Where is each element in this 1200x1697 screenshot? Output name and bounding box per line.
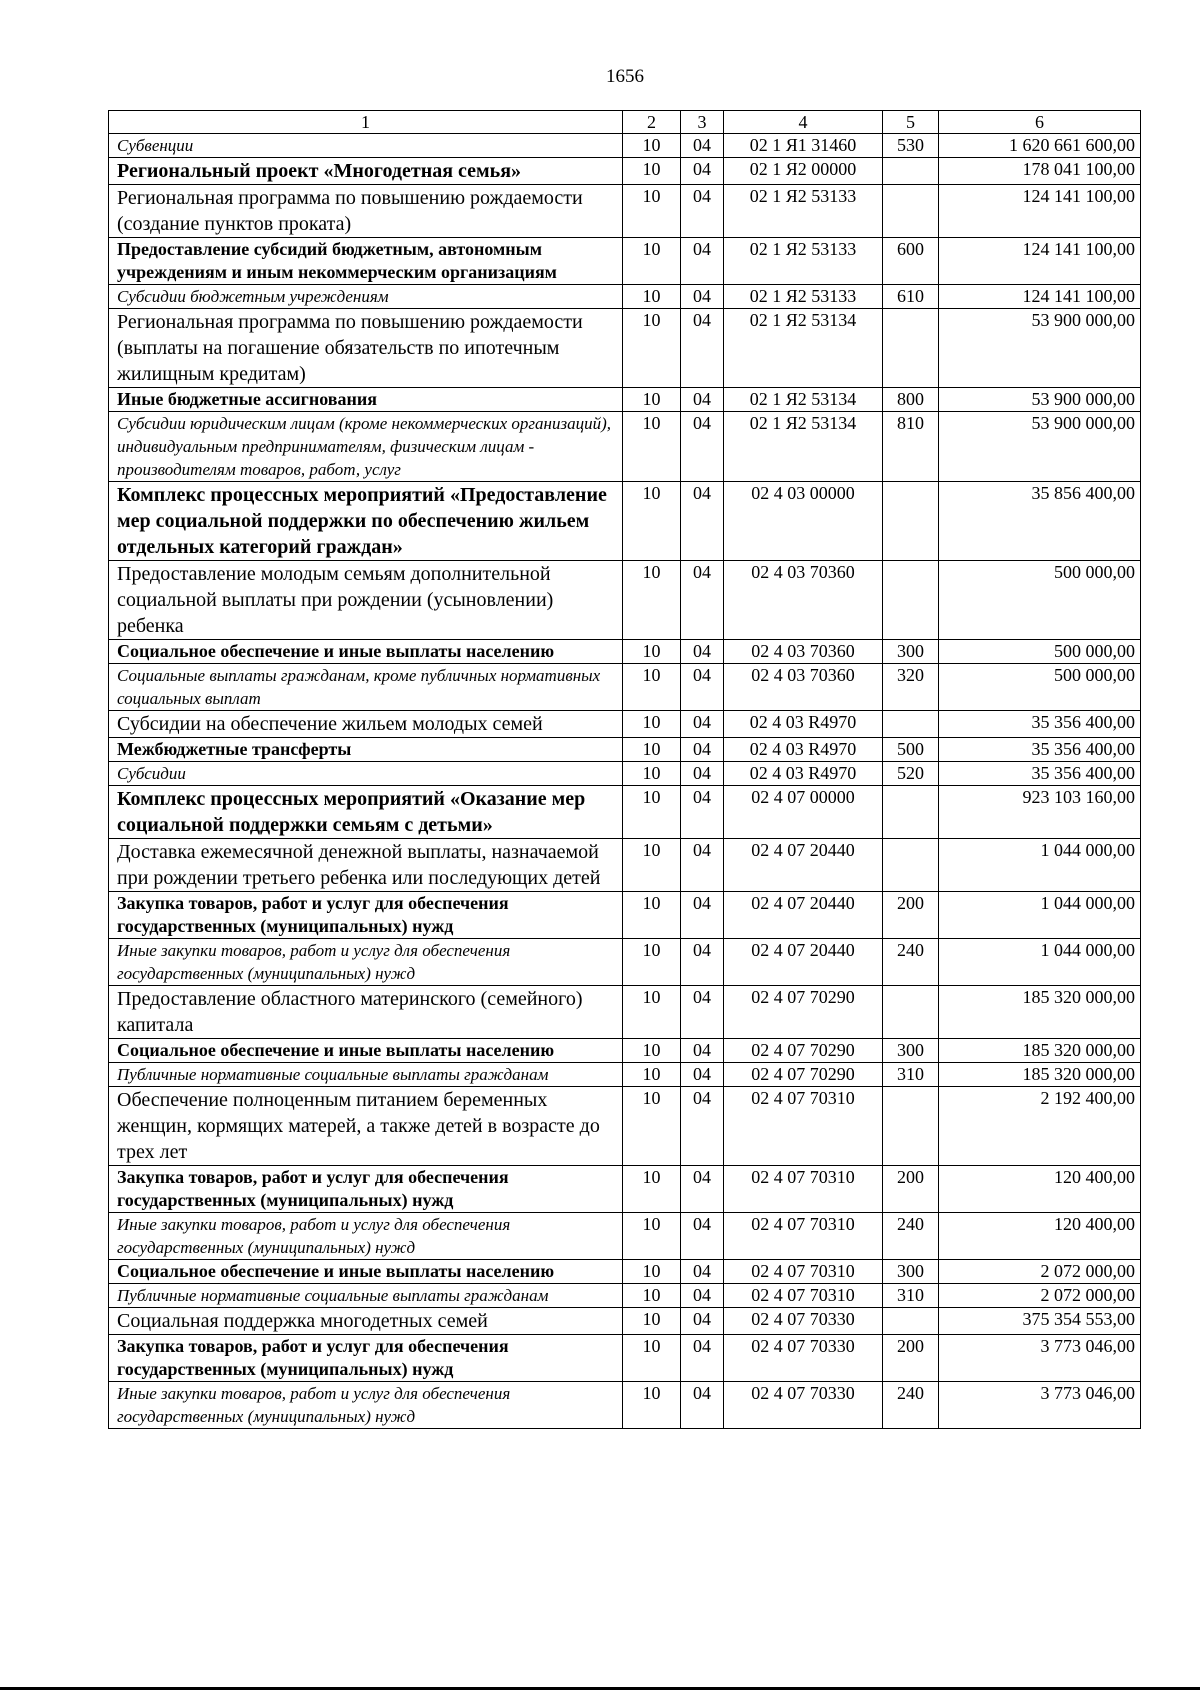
table-row bbox=[109, 309, 1141, 388]
table-row bbox=[109, 786, 1141, 839]
table-row bbox=[109, 762, 1141, 786]
section-code: 10 bbox=[623, 134, 681, 158]
row-label: Закупка товаров, работ и услуг для обеспечения государственных (муниципальных) нужд bbox=[109, 892, 623, 939]
row-label: Закупка товаров, работ и услуг для обеспечения государственных (муниципальных) нужд bbox=[109, 1335, 623, 1382]
row-label: Социальная поддержка многодетных семей bbox=[109, 1308, 623, 1335]
target-article-code: 02 4 03 00000 bbox=[724, 482, 883, 561]
section-code: 10 bbox=[623, 1039, 681, 1063]
table-row bbox=[109, 1063, 1141, 1087]
target-article-code: 02 1 Я2 53133 bbox=[724, 185, 883, 238]
expense-type-code: 300 bbox=[883, 1260, 939, 1284]
amount: 1 044 000,00 bbox=[939, 892, 1141, 939]
section-code: 10 bbox=[623, 185, 681, 238]
subsection-code: 04 bbox=[681, 388, 724, 412]
row-label: Закупка товаров, работ и услуг для обеспечения государственных (муниципальных) нужд bbox=[109, 1166, 623, 1213]
table-row bbox=[109, 388, 1141, 412]
section-code: 10 bbox=[623, 786, 681, 839]
target-article-code: 02 1 Я1 31460 bbox=[724, 134, 883, 158]
expense-type-code: 240 bbox=[883, 939, 939, 986]
amount: 124 141 100,00 bbox=[939, 285, 1141, 309]
expense-type-code bbox=[883, 561, 939, 640]
amount: 124 141 100,00 bbox=[939, 238, 1141, 285]
section-code: 10 bbox=[623, 738, 681, 762]
amount: 2 072 000,00 bbox=[939, 1284, 1141, 1308]
row-label: Обеспечение полноценным питанием беременных женщин, кормящих матерей, а также детей в возрасте до трех лет bbox=[109, 1087, 623, 1166]
table-row bbox=[109, 640, 1141, 664]
row-label: Социальное обеспечение и иные выплаты населению bbox=[109, 1260, 623, 1284]
target-article-code: 02 4 07 20440 bbox=[724, 892, 883, 939]
expense-type-code bbox=[883, 158, 939, 185]
table-row bbox=[109, 1039, 1141, 1063]
section-code: 10 bbox=[623, 640, 681, 664]
subsection-code: 04 bbox=[681, 1166, 724, 1213]
subsection-code: 04 bbox=[681, 986, 724, 1039]
section-code: 10 bbox=[623, 388, 681, 412]
row-label: Доставка ежемесячной денежной выплаты, назначаемой при рождении третьего ребенка или последующих детей bbox=[109, 839, 623, 892]
subsection-code: 04 bbox=[681, 1284, 724, 1308]
row-label: Субсидии бюджетным учреждениям bbox=[109, 285, 623, 309]
section-code: 10 bbox=[623, 285, 681, 309]
expense-type-code: 200 bbox=[883, 892, 939, 939]
subsection-code: 04 bbox=[681, 1063, 724, 1087]
subsection-code: 04 bbox=[681, 1382, 724, 1429]
subsection-code: 04 bbox=[681, 762, 724, 786]
target-article-code: 02 1 Я2 53134 bbox=[724, 309, 883, 388]
subsection-code: 04 bbox=[681, 1260, 724, 1284]
expense-type-code: 530 bbox=[883, 134, 939, 158]
row-label: Социальные выплаты гражданам, кроме публичных нормативных социальных выплат bbox=[109, 664, 623, 711]
row-label: Региональная программа по повышению рождаемости (создание пунктов проката) bbox=[109, 185, 623, 238]
row-label: Социальное обеспечение и иные выплаты населению bbox=[109, 640, 623, 664]
table-row bbox=[109, 1382, 1141, 1429]
subsection-code: 04 bbox=[681, 309, 724, 388]
amount: 124 141 100,00 bbox=[939, 185, 1141, 238]
amount: 2 192 400,00 bbox=[939, 1087, 1141, 1166]
amount: 500 000,00 bbox=[939, 664, 1141, 711]
row-label: Публичные нормативные социальные выплаты гражданам bbox=[109, 1284, 623, 1308]
target-article-code: 02 4 07 70310 bbox=[724, 1213, 883, 1260]
table-row bbox=[109, 1260, 1141, 1284]
section-code: 10 bbox=[623, 1284, 681, 1308]
table-header-row bbox=[109, 111, 1141, 134]
section-code: 10 bbox=[623, 939, 681, 986]
row-label: Предоставление молодым семьям дополнительной социальной выплаты при рождении (усыновлении) ребенка bbox=[109, 561, 623, 640]
section-code: 10 bbox=[623, 711, 681, 738]
subsection-code: 04 bbox=[681, 640, 724, 664]
expense-type-code: 810 bbox=[883, 412, 939, 482]
row-label: Предоставление областного материнского (семейного) капитала bbox=[109, 986, 623, 1039]
expense-type-code: 200 bbox=[883, 1335, 939, 1382]
amount: 185 320 000,00 bbox=[939, 1063, 1141, 1087]
subsection-code: 04 bbox=[681, 238, 724, 285]
column-header: 5 bbox=[883, 111, 939, 134]
expense-type-code: 310 bbox=[883, 1063, 939, 1087]
table-row bbox=[109, 482, 1141, 561]
expense-type-code bbox=[883, 839, 939, 892]
subsection-code: 04 bbox=[681, 134, 724, 158]
table-row bbox=[109, 664, 1141, 711]
amount: 500 000,00 bbox=[939, 561, 1141, 640]
expense-type-code: 310 bbox=[883, 1284, 939, 1308]
table-row bbox=[109, 1166, 1141, 1213]
table-row bbox=[109, 1284, 1141, 1308]
row-label: Иные закупки товаров, работ и услуг для обеспечения государственных (муниципальных) нужд bbox=[109, 1213, 623, 1260]
section-code: 10 bbox=[623, 892, 681, 939]
table-row bbox=[109, 711, 1141, 738]
subsection-code: 04 bbox=[681, 482, 724, 561]
target-article-code: 02 4 03 R4970 bbox=[724, 711, 883, 738]
section-code: 10 bbox=[623, 412, 681, 482]
amount: 185 320 000,00 bbox=[939, 986, 1141, 1039]
target-article-code: 02 1 Я2 53134 bbox=[724, 412, 883, 482]
target-article-code: 02 4 03 R4970 bbox=[724, 738, 883, 762]
target-article-code: 02 4 07 70310 bbox=[724, 1166, 883, 1213]
target-article-code: 02 4 07 70290 bbox=[724, 1063, 883, 1087]
column-header: 4 bbox=[724, 111, 883, 134]
subsection-code: 04 bbox=[681, 185, 724, 238]
expense-type-code: 500 bbox=[883, 738, 939, 762]
expense-type-code bbox=[883, 786, 939, 839]
expense-type-code bbox=[883, 1087, 939, 1166]
amount: 500 000,00 bbox=[939, 640, 1141, 664]
section-code: 10 bbox=[623, 986, 681, 1039]
target-article-code: 02 4 07 00000 bbox=[724, 786, 883, 839]
row-label: Комплекс процессных мероприятий «Оказание мер социальной поддержки семьям с детьми» bbox=[109, 786, 623, 839]
subsection-code: 04 bbox=[681, 1213, 724, 1260]
target-article-code: 02 4 07 70310 bbox=[724, 1087, 883, 1166]
section-code: 10 bbox=[623, 561, 681, 640]
row-label: Социальное обеспечение и иные выплаты населению bbox=[109, 1039, 623, 1063]
subsection-code: 04 bbox=[681, 1087, 724, 1166]
subsection-code: 04 bbox=[681, 158, 724, 185]
expense-type-code bbox=[883, 1308, 939, 1335]
column-header: 6 bbox=[939, 111, 1141, 134]
target-article-code: 02 4 07 70330 bbox=[724, 1335, 883, 1382]
column-header: 2 bbox=[623, 111, 681, 134]
row-label: Иные закупки товаров, работ и услуг для обеспечения государственных (муниципальных) нужд bbox=[109, 1382, 623, 1429]
amount: 120 400,00 bbox=[939, 1213, 1141, 1260]
target-article-code: 02 1 Я2 53134 bbox=[724, 388, 883, 412]
table-row bbox=[109, 561, 1141, 640]
expense-type-code bbox=[883, 986, 939, 1039]
subsection-code: 04 bbox=[681, 711, 724, 738]
row-label: Комплекс процессных мероприятий «Предоставление мер социальной поддержки по обеспечению жильем отдельных категорий граждан» bbox=[109, 482, 623, 561]
amount: 178 041 100,00 bbox=[939, 158, 1141, 185]
section-code: 10 bbox=[623, 1166, 681, 1213]
section-code: 10 bbox=[623, 664, 681, 711]
table-row bbox=[109, 1308, 1141, 1335]
amount: 1 044 000,00 bbox=[939, 839, 1141, 892]
table-row bbox=[109, 185, 1141, 238]
amount: 53 900 000,00 bbox=[939, 309, 1141, 388]
row-label: Иные закупки товаров, работ и услуг для обеспечения государственных (муниципальных) нужд bbox=[109, 939, 623, 986]
scan-edge-line bbox=[0, 1687, 1200, 1690]
target-article-code: 02 4 07 70330 bbox=[724, 1308, 883, 1335]
subsection-code: 04 bbox=[681, 839, 724, 892]
table-row bbox=[109, 1213, 1141, 1260]
target-article-code: 02 4 07 70310 bbox=[724, 1260, 883, 1284]
section-code: 10 bbox=[623, 1308, 681, 1335]
expense-type-code: 240 bbox=[883, 1213, 939, 1260]
table-row bbox=[109, 134, 1141, 158]
table-row bbox=[109, 1335, 1141, 1382]
table-row bbox=[109, 412, 1141, 482]
row-label: Субсидии юридическим лицам (кроме некоммерческих организаций), индивидуальным предпринимателям, физическим лицам - производителям товаров, работ, услуг bbox=[109, 412, 623, 482]
page-number: 1656 bbox=[606, 66, 644, 87]
table-row bbox=[109, 738, 1141, 762]
expense-type-code: 300 bbox=[883, 1039, 939, 1063]
table-row bbox=[109, 939, 1141, 986]
section-code: 10 bbox=[623, 839, 681, 892]
section-code: 10 bbox=[623, 1213, 681, 1260]
section-code: 10 bbox=[623, 482, 681, 561]
amount: 375 354 553,00 bbox=[939, 1308, 1141, 1335]
target-article-code: 02 4 07 70310 bbox=[724, 1284, 883, 1308]
section-code: 10 bbox=[623, 238, 681, 285]
subsection-code: 04 bbox=[681, 786, 724, 839]
expense-type-code: 610 bbox=[883, 285, 939, 309]
subsection-code: 04 bbox=[681, 892, 724, 939]
row-label: Региональная программа по повышению рождаемости (выплаты на погашение обязательств по ипотечным жилищным кредитам) bbox=[109, 309, 623, 388]
table-row bbox=[109, 285, 1141, 309]
target-article-code: 02 4 03 70360 bbox=[724, 640, 883, 664]
row-label: Межбюджетные трансферты bbox=[109, 738, 623, 762]
target-article-code: 02 4 03 70360 bbox=[724, 664, 883, 711]
section-code: 10 bbox=[623, 1260, 681, 1284]
subsection-code: 04 bbox=[681, 738, 724, 762]
section-code: 10 bbox=[623, 158, 681, 185]
subsection-code: 04 bbox=[681, 1335, 724, 1382]
expense-type-code: 600 bbox=[883, 238, 939, 285]
amount: 35 356 400,00 bbox=[939, 762, 1141, 786]
amount: 35 856 400,00 bbox=[939, 482, 1141, 561]
target-article-code: 02 4 07 20440 bbox=[724, 939, 883, 986]
row-label: Предоставление субсидий бюджетным, автономным учреждениям и иным некоммерческим организациям bbox=[109, 238, 623, 285]
subsection-code: 04 bbox=[681, 664, 724, 711]
amount: 1 620 661 600,00 bbox=[939, 134, 1141, 158]
subsection-code: 04 bbox=[681, 939, 724, 986]
expense-type-code: 520 bbox=[883, 762, 939, 786]
subsection-code: 04 bbox=[681, 412, 724, 482]
target-article-code: 02 1 Я2 53133 bbox=[724, 285, 883, 309]
amount: 185 320 000,00 bbox=[939, 1039, 1141, 1063]
subsection-code: 04 bbox=[681, 1308, 724, 1335]
expense-type-code bbox=[883, 185, 939, 238]
amount: 53 900 000,00 bbox=[939, 412, 1141, 482]
amount: 1 044 000,00 bbox=[939, 939, 1141, 986]
section-code: 10 bbox=[623, 1087, 681, 1166]
target-article-code: 02 4 03 R4970 bbox=[724, 762, 883, 786]
target-article-code: 02 4 07 20440 bbox=[724, 839, 883, 892]
target-article-code: 02 1 Я2 00000 bbox=[724, 158, 883, 185]
subsection-code: 04 bbox=[681, 561, 724, 640]
target-article-code: 02 4 07 70290 bbox=[724, 986, 883, 1039]
amount: 3 773 046,00 bbox=[939, 1382, 1141, 1429]
expense-type-code: 300 bbox=[883, 640, 939, 664]
table-row bbox=[109, 892, 1141, 939]
row-label: Субвенции bbox=[109, 134, 623, 158]
expense-type-code: 320 bbox=[883, 664, 939, 711]
section-code: 10 bbox=[623, 762, 681, 786]
target-article-code: 02 4 07 70290 bbox=[724, 1039, 883, 1063]
target-article-code: 02 1 Я2 53133 bbox=[724, 238, 883, 285]
column-header: 1 bbox=[109, 111, 623, 134]
target-article-code: 02 4 03 70360 bbox=[724, 561, 883, 640]
table-row bbox=[109, 238, 1141, 285]
amount: 53 900 000,00 bbox=[939, 388, 1141, 412]
section-code: 10 bbox=[623, 1382, 681, 1429]
subsection-code: 04 bbox=[681, 1039, 724, 1063]
amount: 923 103 160,00 bbox=[939, 786, 1141, 839]
table-row bbox=[109, 839, 1141, 892]
section-code: 10 bbox=[623, 309, 681, 388]
expense-type-code: 240 bbox=[883, 1382, 939, 1429]
section-code: 10 bbox=[623, 1335, 681, 1382]
section-code: 10 bbox=[623, 1063, 681, 1087]
table-row bbox=[109, 986, 1141, 1039]
expense-type-code bbox=[883, 309, 939, 388]
row-label: Региональный проект «Многодетная семья» bbox=[109, 158, 623, 185]
column-header: 3 bbox=[681, 111, 724, 134]
expense-type-code: 200 bbox=[883, 1166, 939, 1213]
amount: 120 400,00 bbox=[939, 1166, 1141, 1213]
expense-type-code: 800 bbox=[883, 388, 939, 412]
row-label: Публичные нормативные социальные выплаты гражданам bbox=[109, 1063, 623, 1087]
row-label: Субсидии на обеспечение жильем молодых семей bbox=[109, 711, 623, 738]
table-row bbox=[109, 158, 1141, 185]
subsection-code: 04 bbox=[681, 285, 724, 309]
amount: 2 072 000,00 bbox=[939, 1260, 1141, 1284]
budget-table bbox=[108, 110, 1141, 1429]
target-article-code: 02 4 07 70330 bbox=[724, 1382, 883, 1429]
row-label: Субсидии bbox=[109, 762, 623, 786]
amount: 3 773 046,00 bbox=[939, 1335, 1141, 1382]
expense-type-code bbox=[883, 482, 939, 561]
table-row bbox=[109, 1087, 1141, 1166]
amount: 35 356 400,00 bbox=[939, 738, 1141, 762]
amount: 35 356 400,00 bbox=[939, 711, 1141, 738]
expense-type-code bbox=[883, 711, 939, 738]
row-label: Иные бюджетные ассигнования bbox=[109, 388, 623, 412]
